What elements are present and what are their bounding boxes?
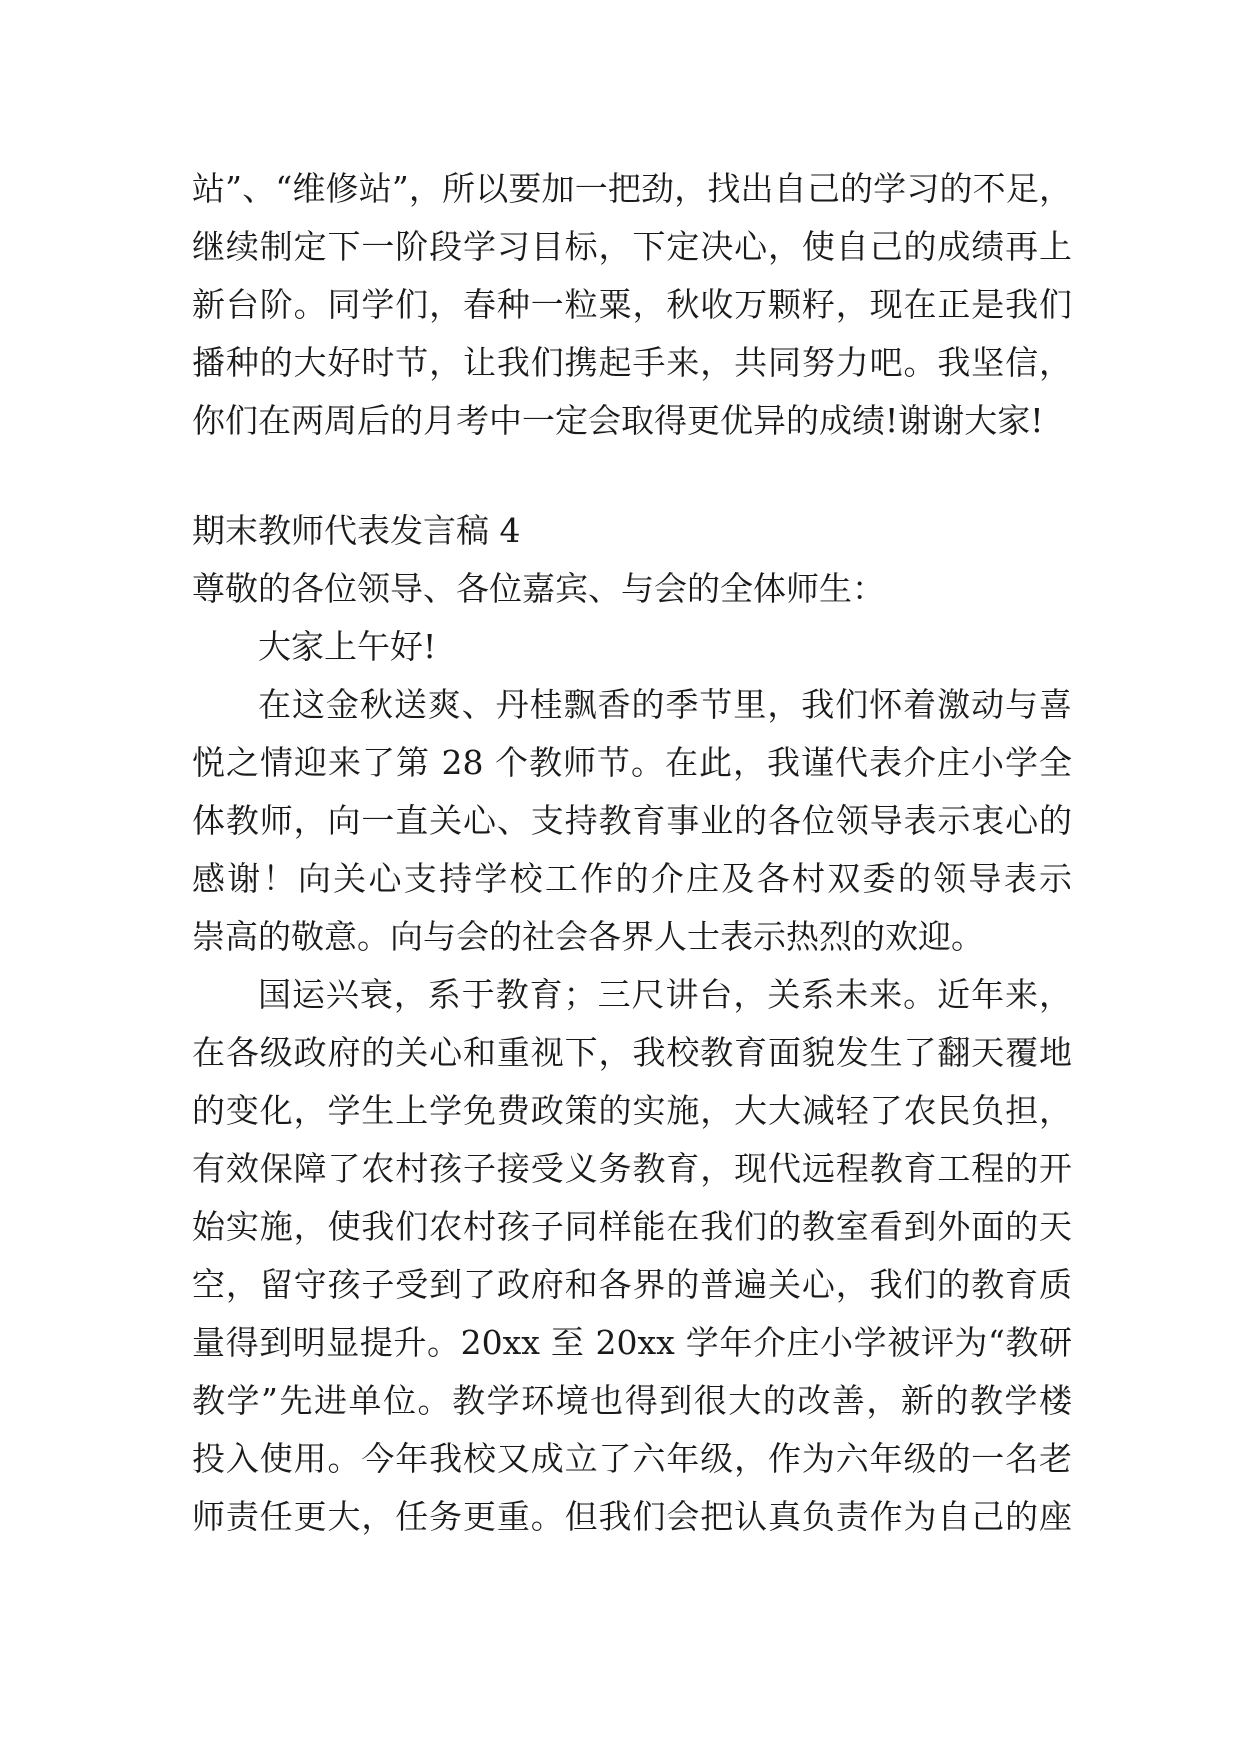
text-line: 空，留守孩子受到了政府和各界的普遍关心，我们的教育质: [192, 1265, 1072, 1304]
text-line: 量得到明显提升。20xx 至 20xx 学年介庄小学被评为“教研: [192, 1323, 1072, 1362]
text-line: 在各级政府的关心和重视下，我校教育面貌发生了翻天覆地: [192, 1033, 1072, 1072]
text-line: 播种的大好时节，让我们携起手来，共同努力吧。我坚信，: [192, 343, 1072, 382]
paragraph-closing-previous-speech: [192, 160, 1072, 450]
paragraph-education-progress: [192, 966, 1072, 1546]
text-line: 教学”先进单位。教学环境也得到很大的改善，新的教学楼: [192, 1381, 1072, 1420]
text-line: 站”、“维修站”，所以要加一把劲，找出自己的学习的不足，: [192, 169, 1072, 208]
text-line: 有效保障了农村孩子接受义务教育，现代远程教育工程的开: [192, 1149, 1072, 1188]
document-body: [192, 160, 1072, 1546]
text-line: 悦之情迎来了第 28 个教师节。在此，我谨代表介庄小学全: [192, 743, 1072, 782]
text-line: 你们在两周后的月考中一定会取得更优异的成绩!谢谢大家!: [192, 401, 1044, 440]
salutation: 尊敬的各位领导、各位嘉宾、与会的全体师生：: [192, 569, 885, 608]
text-line: 始实施，使我们农村孩子同样能在我们的教室看到外面的天: [192, 1207, 1072, 1246]
text-line: 感谢！向关心支持学校工作的介庄及各村双委的领导表示: [192, 859, 1072, 898]
text-line: 体教师，向一直关心、支持教育事业的各位领导表示衷心的: [192, 801, 1072, 840]
text-line: 在这金秋送爽、丹桂飘香的季节里，我们怀着激动与喜: [258, 685, 1072, 724]
text-line: 的变化，学生上学免费政策的实施，大大减轻了农民负担，: [192, 1091, 1072, 1130]
text-line: 师责任更大，任务更重。但我们会把认真负责作为自己的座: [192, 1497, 1072, 1536]
text-line: 投入使用。今年我校又成立了六年级，作为六年级的一名老: [192, 1439, 1072, 1478]
section-title: 期末教师代表发言稿 4: [192, 511, 521, 550]
paragraph-teachers-day: [192, 676, 1072, 966]
text-line: 国运兴衰，系于教育；三尺讲台，关系未来。近年来，: [258, 975, 1072, 1014]
greeting: 大家上午好!: [258, 627, 437, 666]
text-line: 崇高的敬意。向与会的社会各界人士表示热烈的欢迎。: [192, 917, 984, 956]
text-line: 继续制定下一阶段学习目标，下定决心，使自己的成绩再上: [192, 227, 1072, 266]
text-line: 新台阶。同学们，春种一粒粟，秋收万颗籽，现在正是我们: [192, 285, 1072, 324]
section-gap: [192, 450, 1072, 502]
